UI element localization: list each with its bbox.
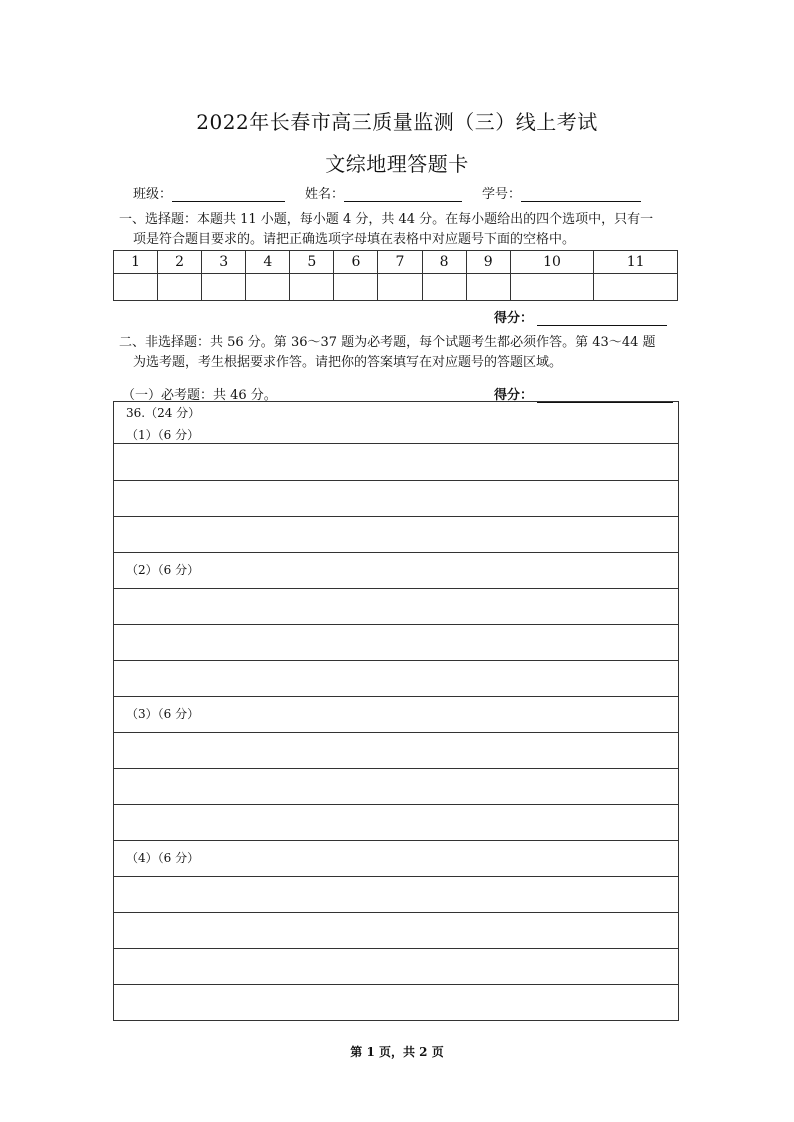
question-number: 1 — [114, 251, 158, 274]
q36-part4-header[interactable] — [114, 841, 678, 877]
answer-line[interactable] — [114, 444, 678, 481]
class-field[interactable] — [133, 183, 285, 202]
section1-score-line[interactable] — [537, 311, 667, 326]
answer-line[interactable] — [114, 805, 678, 841]
question-number: 6 — [334, 251, 378, 274]
question-number: 8 — [422, 251, 466, 274]
answer-line[interactable] — [114, 913, 678, 949]
answer-cell[interactable] — [334, 274, 378, 301]
q36-part1-label: （1）（6 分） — [126, 428, 200, 442]
answer-cell[interactable] — [378, 274, 422, 301]
section2-instructions — [119, 333, 679, 373]
answer-line[interactable] — [114, 661, 678, 697]
student-id-label: 学号： — [482, 187, 522, 202]
answer-cell[interactable] — [246, 274, 290, 301]
section2-score-label: 得分： — [494, 388, 534, 403]
required-questions-label: （一）必考题：共 46 分。 — [122, 388, 277, 403]
name-line[interactable] — [344, 187, 462, 202]
question-number: 3 — [202, 251, 246, 274]
section1-score — [494, 307, 667, 326]
answer-cell[interactable] — [594, 274, 678, 301]
section2-line2: 为选考题，考生根据要求作答。请把你的答案填写在对应题号的答题区域。 — [133, 355, 563, 370]
class-line[interactable] — [172, 187, 285, 202]
question-number-row — [114, 251, 678, 274]
section1-line1: 一、选择题：本题共 11 小题，每小题 4 分，共 44 分。在每小题给出的四个选项中，只有一 — [119, 212, 654, 227]
name-field[interactable] — [305, 183, 462, 202]
exam-subtitle: 文综地理答题卡 — [325, 152, 469, 176]
answer-line[interactable] — [114, 589, 678, 625]
question-number: 2 — [158, 251, 202, 274]
question-number: 5 — [290, 251, 334, 274]
answer-cell[interactable] — [466, 274, 510, 301]
question-number: 10 — [510, 251, 594, 274]
answer-line[interactable] — [114, 949, 678, 985]
student-id-field[interactable] — [482, 183, 641, 202]
answer-cell[interactable] — [202, 274, 246, 301]
q36-part1-header[interactable] — [114, 402, 678, 444]
answer-line[interactable] — [114, 985, 678, 1020]
section1-line2: 项是符合题目要求的。请把正确选项字母填在表格中对应题号下面的空格中。 — [133, 232, 576, 247]
section1-instructions — [119, 210, 679, 250]
question-number: 4 — [246, 251, 290, 274]
section1-score-label: 得分： — [494, 311, 534, 326]
q36-answer-area — [113, 401, 679, 1021]
answer-line[interactable] — [114, 625, 678, 661]
answer-cell[interactable] — [114, 274, 158, 301]
question-number: 11 — [594, 251, 678, 274]
answer-line[interactable] — [114, 769, 678, 805]
section2-line1: 二、非选择题：共 56 分。第 36～37 题为必考题，每个试题考生都必须作答。第 43～44 题 — [119, 335, 656, 350]
answer-cell-row — [114, 274, 678, 301]
q36-part3-label: （3）（6 分） — [126, 707, 200, 721]
name-label: 姓名： — [305, 187, 345, 202]
class-label: 班级： — [133, 187, 173, 202]
answer-cell[interactable] — [510, 274, 594, 301]
choice-answer-table — [113, 250, 678, 301]
answer-line[interactable] — [114, 481, 678, 517]
answer-line[interactable] — [114, 517, 678, 553]
answer-line[interactable] — [114, 877, 678, 913]
answer-cell[interactable] — [158, 274, 202, 301]
q36-heading: 36.（24 分） — [126, 406, 201, 420]
q36-part2-header[interactable] — [114, 553, 678, 589]
question-number: 9 — [466, 251, 510, 274]
student-id-line[interactable] — [521, 187, 641, 202]
q36-part4-label: （4）（6 分） — [126, 851, 200, 865]
student-info-row — [133, 183, 673, 202]
exam-title: 2022年长春市高三质量监测（三）线上考试 — [196, 110, 598, 134]
q36-part2-label: （2）（6 分） — [126, 563, 200, 577]
answer-cell[interactable] — [422, 274, 466, 301]
answer-line[interactable] — [114, 733, 678, 769]
q36-part3-header[interactable] — [114, 697, 678, 733]
page-number: 第 1 页，共 2 页 — [350, 1045, 444, 1059]
question-number: 7 — [378, 251, 422, 274]
answer-cell[interactable] — [290, 274, 334, 301]
